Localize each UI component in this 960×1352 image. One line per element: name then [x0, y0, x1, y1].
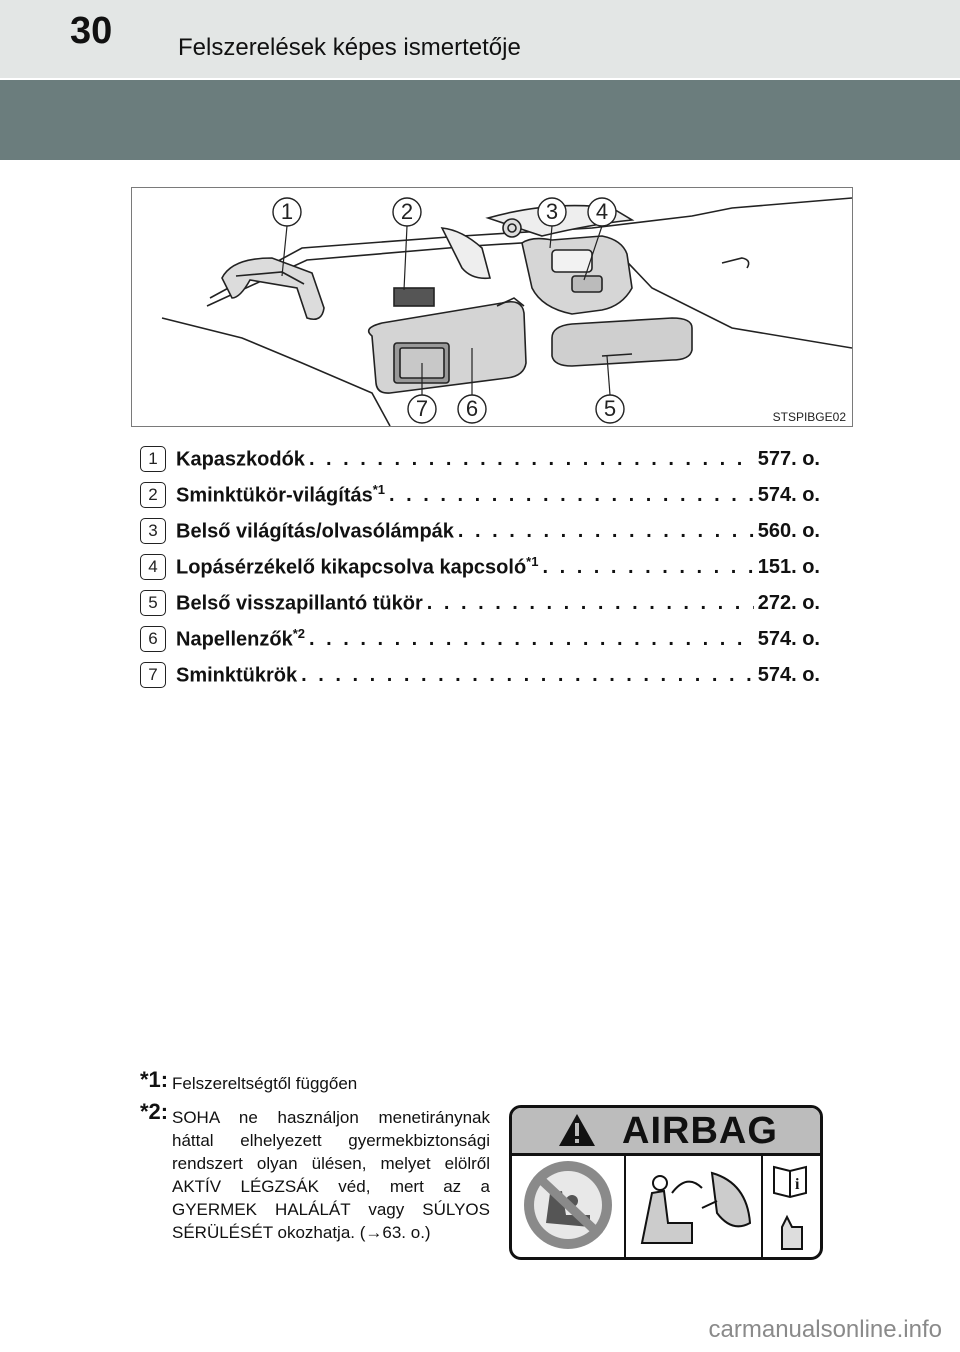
- airbag-label-header: [512, 1108, 820, 1156]
- item-number: 2: [140, 482, 166, 508]
- leader-dots: [389, 484, 754, 507]
- no-rear-facing-seat-icon: [524, 1161, 612, 1249]
- warning-triangle-icon: [557, 1112, 597, 1148]
- item-number: 3: [140, 518, 166, 544]
- page-title: Felszerelések képes ismertetője: [178, 34, 521, 61]
- page-number: 30: [70, 10, 113, 52]
- item-number: 7: [140, 662, 166, 688]
- callout-1: 1: [280, 199, 294, 224]
- section-band: [0, 80, 960, 160]
- leader-dots: [427, 592, 754, 615]
- item-list: [140, 441, 820, 693]
- callout-7: 7: [415, 396, 429, 421]
- item-label: Lopásérzékelő kikapcsolva kapcsoló$^{*1}$: [176, 554, 539, 579]
- item-number: 5: [140, 590, 166, 616]
- item-number: 6: [140, 626, 166, 652]
- item-page-ref: 574. o.: [757, 627, 820, 650]
- callout-3: 3: [545, 199, 559, 224]
- list-item: [140, 585, 820, 621]
- leader-dots: [458, 520, 754, 543]
- item-label: Sminktükör-világítás$^{*1}$: [176, 482, 386, 507]
- header-bar: [0, 0, 960, 78]
- item-page-ref: 574. o.: [757, 663, 820, 686]
- item-page-ref: 574. o.: [757, 483, 820, 506]
- callout-6: 6: [465, 396, 479, 421]
- leader-dots: [301, 664, 754, 687]
- callout-5: 5: [603, 396, 617, 421]
- list-item: [140, 441, 820, 477]
- footnote-mark: *1:: [140, 1067, 169, 1092]
- item-page-ref: 151. o.: [757, 555, 820, 578]
- callout-2: 2: [400, 199, 414, 224]
- footnote-2: [140, 1100, 490, 1250]
- watermark: carmanualsonline.info: [708, 1316, 942, 1343]
- item-page-ref: 577. o.: [757, 447, 820, 470]
- item-number: 1: [140, 446, 166, 472]
- airbag-title: AIRBAG: [622, 1110, 778, 1152]
- svg-text:i: i: [795, 1176, 800, 1193]
- item-label: Napellenzők$^{*2}$: [176, 626, 305, 651]
- leader-dots: [309, 448, 754, 471]
- list-item: [140, 513, 820, 549]
- item-page-ref: 560. o.: [757, 519, 820, 542]
- item-label: Belső visszapillantó tükör: [176, 592, 423, 615]
- footnote-text: Felszereltségtől függően: [172, 1074, 358, 1093]
- footnote-1: [140, 1068, 480, 1098]
- leader-dots: [542, 556, 753, 579]
- item-label: Kapaszkodók: [176, 448, 305, 471]
- list-item: [140, 549, 820, 585]
- list-item: [140, 657, 820, 693]
- list-item: [140, 621, 820, 657]
- read-manual-icon: [774, 1167, 806, 1249]
- list-item: [140, 477, 820, 513]
- item-label: Belső világítás/olvasólámpák: [176, 520, 454, 543]
- item-page-ref: 272. o.: [757, 591, 820, 614]
- footnote-text: SOHA ne használjon menetiránynak háttal elhelyezett gyermekbiztonsági rendszert olyan ülésen, melyet elölről AKTÍV LÉGZSÁK véd, mert az a GYERMEK HALÁLÁT vagy SÚLYOS SÉRÜLÉSÉT okozhatja. (→63. o.): [172, 1108, 490, 1242]
- callout-4: 4: [595, 199, 609, 224]
- airbag-warning-label: [509, 1105, 823, 1260]
- roof-interior-drawing: [132, 188, 852, 426]
- figure-code: STSPIBGE02: [772, 410, 846, 424]
- seat-airbag-icon: [642, 1173, 750, 1243]
- airbag-pictograms: [512, 1153, 820, 1257]
- footnote-mark: *2:: [140, 1099, 169, 1124]
- item-number: 4: [140, 554, 166, 580]
- leader-dots: [309, 628, 754, 651]
- item-label: Sminktükrök: [176, 664, 298, 687]
- interior-illustration: [131, 187, 853, 427]
